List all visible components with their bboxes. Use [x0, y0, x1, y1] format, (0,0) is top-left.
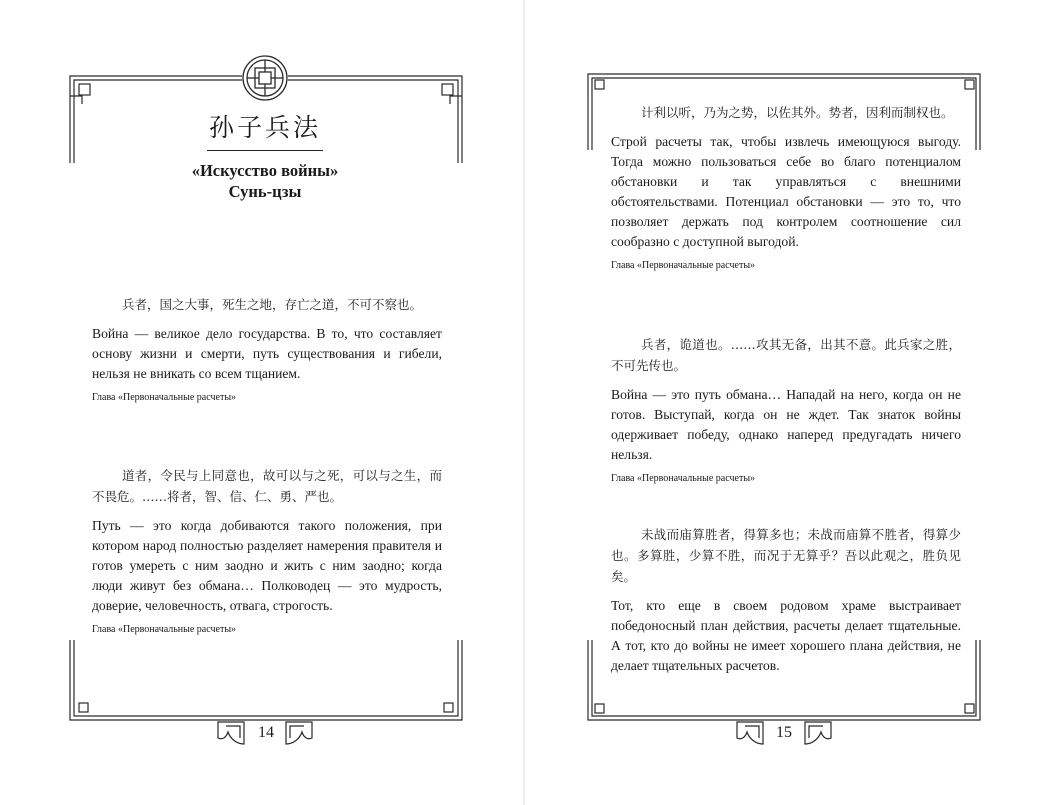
- greek-key-corner-icon: [442, 703, 462, 720]
- quote-chinese: 计利以听，乃为之势，以佐其外。势者，因利而制权也。: [641, 105, 954, 120]
- quote-russian: Война — великое дело государства. В то, что составляет основу жизни и смерти, путь существования и гибели, нельзя не вникать со всем тщанием.: [92, 326, 442, 381]
- greek-key-corner-icon: [70, 703, 90, 720]
- quote-chinese: 兵者，诡道也。……攻其无备，出其不意。此兵家之胜，不可先传也。: [611, 337, 961, 373]
- quote-russian: Тот, кто еще в своем родовом храме выстраивает победоносный план действия, расчеты делает тщательные. А тот, кто до войны не имеет хорошего плана действия, не делает тщательных расчетов.: [611, 598, 961, 673]
- quote-chinese: 道者，令民与上同意也，故可以与之死，可以与之生，而不畏危。……将者，智、信、仁、勇、严也。: [92, 468, 442, 504]
- quote-russian: Путь — это когда добиваются такого положения, при котором народ полностью разделяет намерения правителя и готов умереть с ним заодно и жить с ним заодно; когда люди живут без обмана… Полководец — это мудрость, доверие, человечность, отвага, строгость.: [92, 518, 442, 613]
- quote-source: Глава «Первоначальные расчеты»: [611, 473, 756, 484]
- greek-key-corner-icon: [963, 703, 980, 720]
- greek-key-corner-icon: [963, 74, 980, 92]
- quote-source: Глава «Первоначальные расчеты»: [92, 392, 237, 403]
- quote-block: [611, 524, 961, 676]
- quote-block: [611, 102, 961, 272]
- page-number: 15: [776, 724, 792, 741]
- quote-source: Глава «Первоначальные расчеты»: [611, 260, 756, 271]
- quote-chinese: 未战而庙算胜者，得算多也；未战而庙算不胜者，得算少也。多算胜，少算不胜，而况于无算乎？吾以此观之，胜负见矣。: [611, 527, 961, 584]
- greek-key-corner-icon: [588, 703, 605, 720]
- book-title-russian: [90, 160, 440, 202]
- title-divider: [207, 150, 323, 151]
- quote-block: [92, 465, 442, 636]
- quote-russian: Строй расчеты так, чтобы извлечь имеющуюся выгоду. Тогда можно пользоваться себе во благо потенциалом обстановки и так управляться с внешними обстоятельствами. Потенциал обстановки — это то, что позволяет держать под контролем соотношение сил сообразно с доступной выгодой.: [611, 134, 961, 249]
- page-number: 14: [258, 724, 274, 741]
- quote-block: [92, 294, 442, 404]
- quote-russian: Война — это путь обмана… Нападай на него, когда он не готов. Выступай, когда он не ждет. Так знаток войны одерживает победу, однако наперед предугадать ничего нельзя.: [611, 387, 961, 462]
- right-page: [525, 0, 1049, 805]
- chinese-knot-medallion-icon: [243, 56, 287, 100]
- greek-key-corner-icon: [588, 74, 605, 92]
- book-title-chinese: 孙子兵法: [208, 113, 321, 142]
- book-author: Сунь-цзы: [228, 182, 302, 201]
- quote-block: [611, 334, 961, 485]
- quote-chinese: 兵者，国之大事，死生之地，存亡之道，不可不察也。: [122, 297, 423, 312]
- left-page: [0, 0, 524, 805]
- quote-source: Глава «Первоначальные расчеты»: [92, 624, 237, 635]
- book-title-translation: «Искусство войны»: [191, 161, 339, 180]
